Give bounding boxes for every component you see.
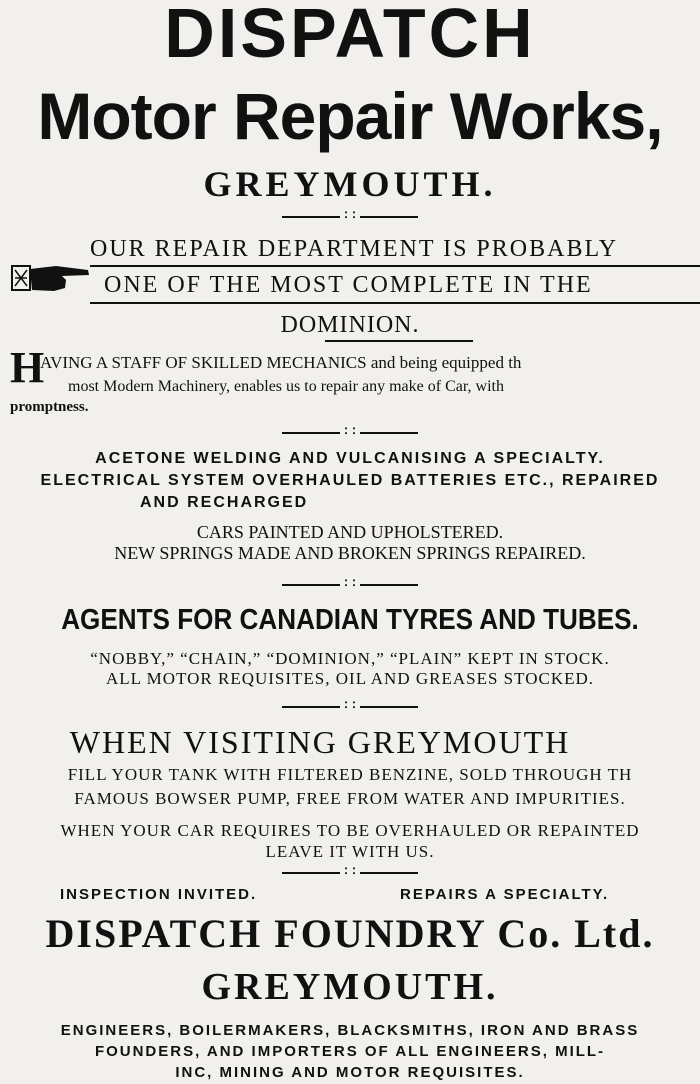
repair-rule-top <box>90 265 700 267</box>
service-painted: CARS PAINTED AND UPHOLSTERED. <box>196 522 504 542</box>
repair-line-2: ONE OF THE MOST COMPLETE IN THE <box>104 272 593 298</box>
repair-line-3: DOMINION. <box>280 312 420 338</box>
inspection-invited: INSPECTION INVITED. <box>60 886 258 903</box>
agents-tyres: “NOBBY,” “CHAIN,” “DOMINION,” “PLAIN” KEPT IN STOCK. <box>90 649 610 668</box>
ad-town: GREYMOUTH. <box>203 164 497 204</box>
intro-line-3: promptness. <box>10 399 89 415</box>
divider-1: : : <box>270 210 430 224</box>
repair-rule-dominion <box>325 340 473 342</box>
divider-3: : : <box>270 578 430 592</box>
visiting-overhauled: WHEN YOUR CAR REQUIRES TO BE OVERHAULED OR REPAINTED <box>60 821 640 840</box>
service-springs: NEW SPRINGS MADE AND BROKEN SPRINGS REPAIRED. <box>114 543 586 563</box>
service-recharged: AND RECHARGED <box>140 494 309 511</box>
service-welding: ACETONE WELDING AND VULCANISING A SPECIALTY. <box>95 450 605 467</box>
footer-line-1: ENGINEERS, BOILERMAKERS, BLACKSMITHS, IRON AND BRASS <box>60 1022 640 1039</box>
company-town: GREYMOUTH. <box>201 966 499 1008</box>
repair-line-1: OUR REPAIR DEPARTMENT IS PROBABLY <box>90 236 619 262</box>
visiting-leave: LEAVE IT WITH US. <box>265 842 435 861</box>
repairs-specialty: REPAIRS A SPECIALTY. <box>400 886 610 903</box>
company-name: DISPATCH FOUNDRY Co. Ltd. <box>45 911 655 956</box>
divider-2: : : <box>270 426 430 440</box>
intro-drop-cap: H <box>10 343 45 392</box>
ad-title: DISPATCH <box>164 0 536 72</box>
intro-line-1: AVING A STAFF OF SKILLED MECHANICS and being equipped th <box>40 353 522 372</box>
service-electrical: ELECTRICAL SYSTEM OVERHAULED BATTERIES ETC., REPAIRED <box>40 472 660 489</box>
visiting-bowser: FAMOUS BOWSER PUMP, FREE FROM WATER AND IMPURITIES. <box>74 789 626 808</box>
visiting-benzine: FILL YOUR TANK WITH FILTERED BENZINE, SOLD THROUGH TH <box>67 765 633 784</box>
divider-4: : : <box>270 700 430 714</box>
ad-subtitle: Motor Repair Works, <box>37 79 663 153</box>
intro-line-2: most Modern Machinery, enables us to repair any make of Car, with <box>68 378 504 395</box>
footer-line-2: FOUNDERS, AND IMPORTERS OF ALL ENGINEERS, MILL- <box>94 1043 606 1060</box>
footer-line-3: INC, MINING AND MOTOR REQUISITES. <box>175 1064 525 1081</box>
divider-5: : : <box>270 866 430 880</box>
pointing-hand-icon <box>10 260 92 296</box>
repair-rule-bottom <box>90 302 700 304</box>
visiting-heading: WHEN VISITING GREYMOUTH <box>69 724 571 760</box>
agents-heading: AGENTS FOR CANADIAN TYRES AND TUBES. <box>61 604 639 636</box>
agents-requisites: ALL MOTOR REQUISITES, OIL AND GREASES STOCKED. <box>105 669 595 688</box>
